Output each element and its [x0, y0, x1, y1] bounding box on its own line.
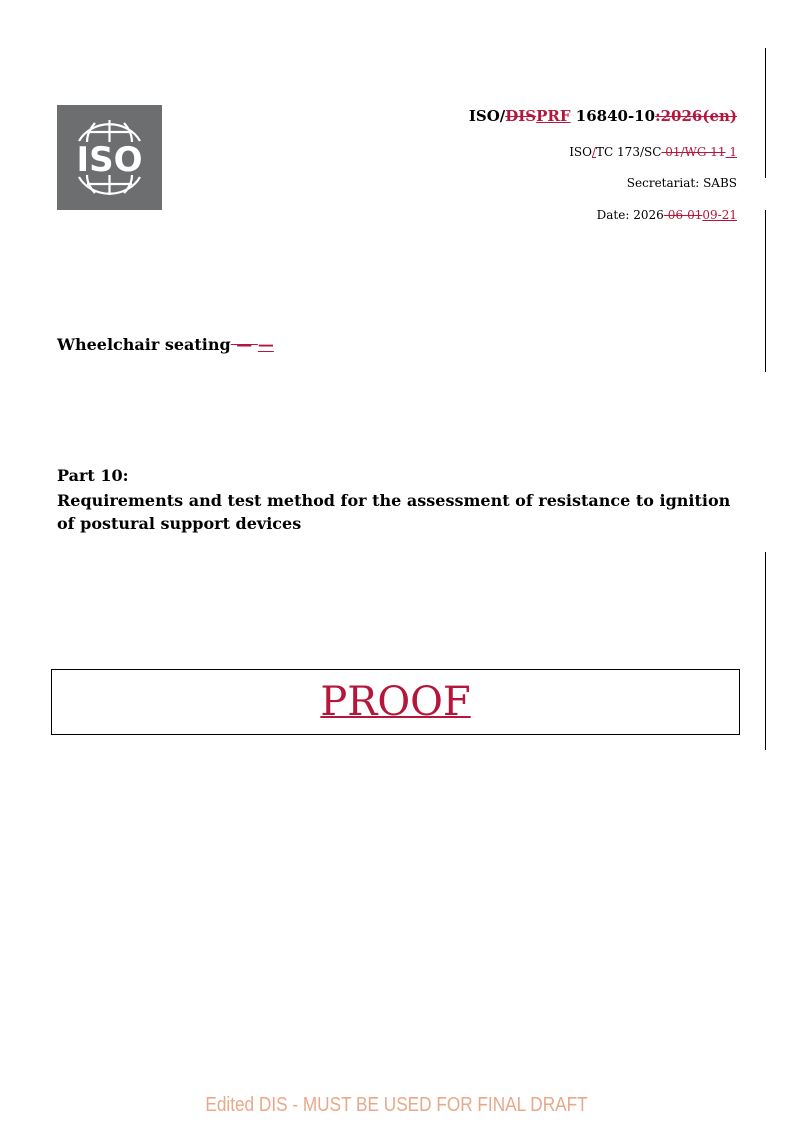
logo-text: ISO — [76, 140, 143, 180]
part-number: Part 10: — [57, 466, 129, 485]
secretariat: Secretariat: SABS — [626, 176, 737, 190]
deleted-suffix: :2026(en) — [655, 107, 737, 125]
proof-label: PROOF — [320, 679, 471, 725]
proof-box — [51, 669, 740, 735]
ref-prefix: ISO/ — [468, 107, 506, 125]
inserted-stage: PRF — [536, 107, 571, 125]
deleted-date: -06-01 — [663, 208, 703, 222]
change-bar — [765, 48, 766, 178]
part-title: Requirements and test method for the assessment of resistance to ignition of postural support devices — [57, 491, 731, 533]
committee-prefix: ISO — [569, 145, 592, 159]
main-title — [57, 335, 274, 354]
deleted-wg: 01/WG 11 — [661, 145, 726, 159]
inserted-sc: 1 — [725, 145, 737, 159]
inserted-slash: / — [592, 145, 597, 159]
document-date — [597, 208, 737, 222]
date-prefix: Date: 2026 — [596, 208, 664, 222]
iso-logo — [57, 105, 162, 210]
inserted-date: 09-21 — [702, 208, 737, 222]
inserted-dash: — — [257, 335, 274, 354]
change-bar — [765, 210, 766, 372]
ref-number: 16840-10 — [570, 107, 656, 125]
main-title-text: Wheelchair seating — [57, 335, 231, 354]
committee-reference — [569, 145, 737, 159]
deleted-dash: — — [230, 335, 258, 354]
deleted-stage: DIS — [505, 107, 537, 125]
standard-reference — [469, 107, 737, 125]
globe-icon — [57, 105, 162, 210]
change-bar — [765, 552, 766, 750]
committee-body: TC 173/SC — [596, 145, 662, 159]
draft-watermark: Edited DIS - MUST BE USED FOR FINAL DRAFT — [205, 1094, 588, 1116]
